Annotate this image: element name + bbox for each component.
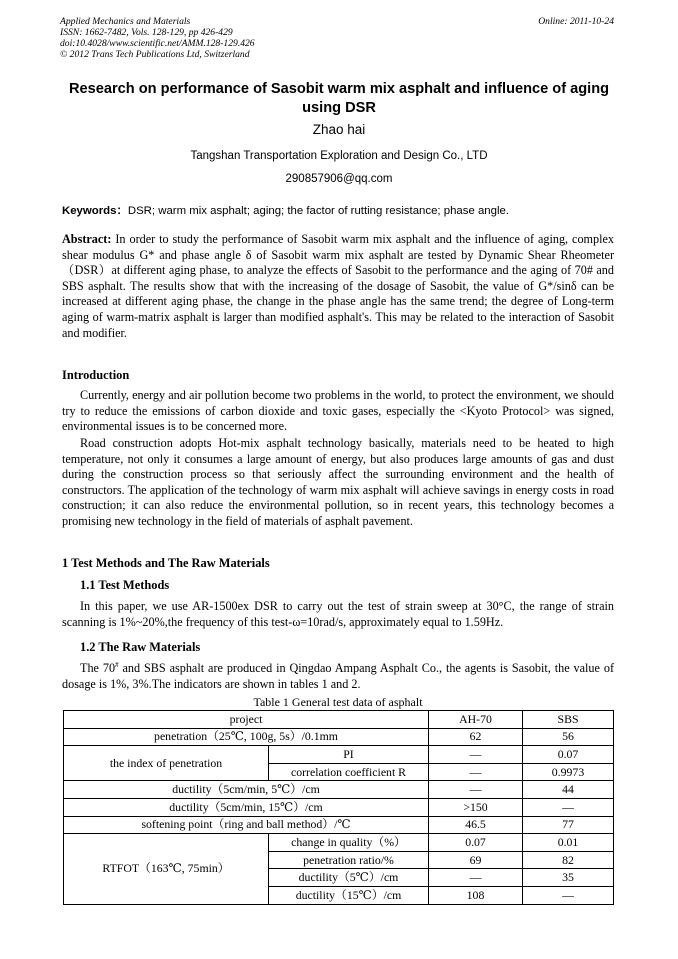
journal-header — [60, 16, 420, 60]
abstract — [62, 232, 614, 341]
cell-ah70: 69 — [429, 851, 523, 869]
table-row — [64, 781, 614, 799]
section-1-heading: 1 Test Methods and The Raw Materials — [62, 556, 270, 570]
copyright-line: © 2012 Trans Tech Publications Ltd, Switzerland — [60, 49, 250, 60]
cell-sbs: 77 — [523, 816, 614, 834]
row-label: ductility（5℃）/cm — [269, 869, 429, 887]
cell-sbs: — — [523, 886, 614, 904]
section-1-2-heading: 1.2 The Raw Materials — [80, 640, 201, 654]
paper-title: Research on performance of Sasobit warm mix asphalt and influence of aging using DSR — [68, 81, 610, 116]
cell-ah70: 108 — [429, 886, 523, 904]
cell-sbs: 44 — [523, 781, 614, 799]
table-row — [64, 834, 614, 852]
doi-line: doi:10.4028/www.scientific.net/AMM.128-129.426 — [60, 38, 255, 49]
issn-line: ISSN: 1662-7482, Vols. 128-129, pp 426-429 — [60, 27, 233, 38]
cell-sbs: 82 — [523, 851, 614, 869]
affiliation: Tangshan Transportation Exploration and Design Co., LTD — [190, 150, 488, 162]
superscript-hash: # — [115, 661, 119, 669]
row-label: ductility（5cm/min, 15℃）/cm — [64, 798, 429, 816]
author-name: Zhao hai — [312, 122, 366, 137]
section-1-2-text — [62, 661, 614, 692]
row-label: ductility（15℃）/cm — [269, 886, 429, 904]
header-ah70: AH-70 — [429, 711, 523, 729]
table-row — [64, 728, 614, 746]
online-date: Online: 2011-10-24 — [538, 16, 614, 27]
cell-ah70: — — [429, 781, 523, 799]
row-label: ductility（5cm/min, 5℃）/cm — [64, 781, 429, 799]
abstract-label: Abstract: — [62, 232, 112, 246]
text-run: The 70 — [80, 661, 116, 675]
journal-name: Applied Mechanics and Materials — [60, 16, 191, 27]
table-1-caption: Table 1 General test data of asphalt — [253, 695, 423, 709]
table-row — [64, 746, 614, 764]
cell-ah70: — — [429, 763, 523, 781]
row-label: PI — [269, 746, 429, 764]
table-row — [64, 816, 614, 834]
cell-ah70: 46.5 — [429, 816, 523, 834]
table-1 — [63, 710, 614, 905]
section-1-1-heading: 1.1 Test Methods — [80, 578, 170, 592]
row-label: penetration ratio/% — [269, 851, 429, 869]
section-1-1-text: In this paper, we use AR-1500ex DSR to carry out the test of strain sweep at 30°C, the range of strain scanning is 1%~20%,the frequency of this test-ω=10rad/s, approximately equal to 1.59Hz. — [62, 599, 614, 629]
row-label: softening point（ring and ball method）/℃ — [64, 816, 429, 834]
row-label: penetration（25℃, 100g, 5s）/0.1mm — [64, 728, 429, 746]
group-label: the index of penetration — [64, 746, 269, 781]
cell-sbs: 35 — [523, 869, 614, 887]
keywords — [62, 202, 618, 218]
cell-sbs: 0.07 — [523, 746, 614, 764]
keywords-label: Keywords： — [62, 205, 128, 217]
group-label: RTFOT（163℃, 75min） — [64, 834, 269, 904]
row-label: change in quality（%） — [269, 834, 429, 852]
cell-ah70: — — [429, 869, 523, 887]
cell-ah70: — — [429, 746, 523, 764]
cell-ah70: >150 — [429, 798, 523, 816]
cell-sbs: 56 — [523, 728, 614, 746]
table-row — [64, 798, 614, 816]
intro-paragraph-1: Currently, energy and air pollution become two problems in the world, to protect the environment, we should try to reduce the emissions of carbon dioxide and toxic gases, especially the <Kyoto Protocol> was signed, environmental issues is to be concerned more. — [62, 388, 614, 434]
row-label: correlation coefficient R — [269, 763, 429, 781]
table-header-row — [64, 711, 614, 729]
abstract-text: In order to study the performance of Sasobit warm mix asphalt and the influence of aging, complex shear modulus G* and phase angle δ of Sasobit warm mix asphalt are tested by Dynamic Shear Rheometer（DSR）at different aging phase, to analyze the effects of Sasobit to the performance and the aging of 70# and SBS asphalt. The results show that with the increasing of the dosage of Sasobit, the value of G*/sinδ can be increased at different aging phase, the change in the phase angle has the same trend; the degree of Long-term aging of warm-matrix asphalt is larger than modified asphalt's. This may be related to the interaction of Sasobit and modifier. — [62, 232, 615, 340]
author-email: 290857906@qq.com — [285, 173, 393, 185]
cell-ah70: 0.07 — [429, 834, 523, 852]
introduction-heading: Introduction — [62, 368, 130, 382]
cell-sbs: 0.9973 — [523, 763, 614, 781]
cell-sbs: — — [523, 798, 614, 816]
text-run: and SBS asphalt are produced in Qingdao Ampang Asphalt Co., the agents is Sasobit, the value of dosage is 1%, 3%.The indicators are shown in tables 1 and 2. — [62, 661, 615, 691]
intro-paragraph-2: Road construction adopts Hot-mix asphalt technology basically, materials need to be heated to high temperature, not only it consumes a large amount of energy, but also produces large amounts of gas and dust during the construction process so that seriously affect the surrounding environment and the health of constructors. The application of the technology of warm mix asphalt will achieve savings in energy costs in road construction; it can also reduce the environmental pollution, so in recent years, this technology becomes a promising new technology in the field of materials of asphalt pavement. — [62, 436, 614, 528]
cell-ah70: 62 — [429, 728, 523, 746]
keywords-text: DSR; warm mix asphalt; aging; the factor of rutting resistance; phase angle. — [127, 205, 509, 217]
header-sbs: SBS — [523, 711, 614, 729]
cell-sbs: 0.01 — [523, 834, 614, 852]
header-project: project — [64, 711, 429, 729]
